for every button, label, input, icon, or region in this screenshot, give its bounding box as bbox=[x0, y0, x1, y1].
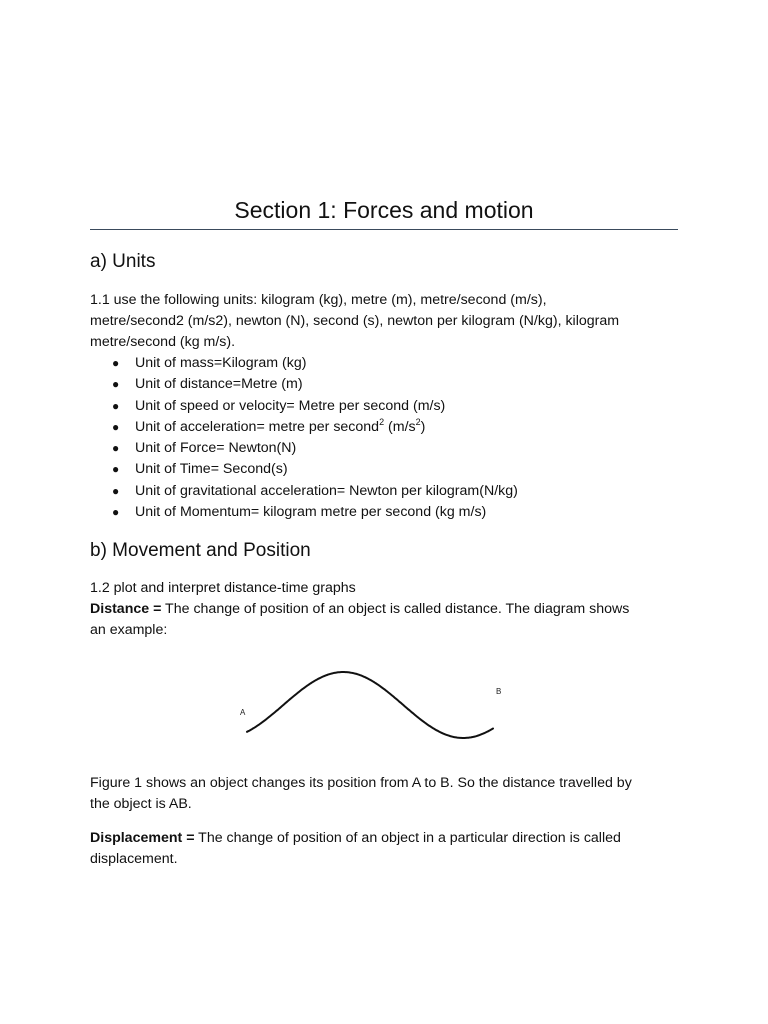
section-b-heading: b) Movement and Position bbox=[90, 540, 311, 561]
list-item bbox=[90, 481, 678, 502]
list-item-text: Unit of distance=Metre (m) bbox=[135, 376, 303, 393]
list-item-text: Unit of Force= Newton(N) bbox=[135, 440, 297, 457]
list-item bbox=[90, 459, 678, 480]
units-intro-line-1: 1.1 use the following units: kilogram (kg), metre (m), metre/second (m/s), bbox=[90, 292, 547, 308]
figure-caption-line-1: Figure 1 shows an object changes its position from A to B. So the distance travelled by bbox=[90, 775, 632, 791]
title-divider bbox=[90, 229, 678, 230]
page-title: Section 1: Forces and motion bbox=[234, 197, 534, 223]
list-item bbox=[90, 417, 678, 438]
displacement-definition-line-2: displacement. bbox=[90, 851, 178, 867]
point-b-label: B bbox=[496, 687, 502, 696]
section-b-subtitle: 1.2 plot and interpret distance-time graphs bbox=[90, 580, 356, 596]
units-list bbox=[90, 353, 678, 523]
wave-curve bbox=[247, 672, 493, 738]
list-item-text: Unit of gravitational acceleration= Newton per kilogram(N/kg) bbox=[135, 482, 518, 499]
distance-definition-line-2: an example: bbox=[90, 622, 168, 638]
bullet-icon: ● bbox=[112, 462, 120, 477]
units-intro-line-3: metre/second (kg m/s). bbox=[90, 334, 236, 350]
list-item-text: Unit of Time= Second(s) bbox=[135, 461, 288, 478]
list-item-text: Unit of mass=Kilogram (kg) bbox=[135, 355, 307, 371]
list-item bbox=[90, 502, 678, 523]
wave-diagram bbox=[235, 663, 515, 747]
displacement-term: Displacement = bbox=[90, 830, 195, 846]
figure-caption-line-2: the object is AB. bbox=[90, 796, 192, 812]
bullet-icon: ● bbox=[112, 356, 120, 370]
displacement-definition-line-1: Displacement = The change of position of an object in a particular direction is called bbox=[90, 830, 621, 846]
point-a-label: A bbox=[240, 708, 246, 717]
wave-path-svg bbox=[235, 663, 515, 747]
list-item bbox=[90, 396, 678, 417]
list-item-text: Unit of speed or velocity= Metre per second (m/s) bbox=[135, 397, 446, 414]
list-item bbox=[90, 438, 678, 459]
bullet-icon: ● bbox=[112, 398, 120, 413]
list-item bbox=[90, 374, 678, 395]
distance-term: Distance = bbox=[90, 601, 162, 617]
bullet-icon: ● bbox=[112, 441, 120, 456]
units-intro-line-2: metre/second2 (m/s2), newton (N), second (s), newton per kilogram (N/kg), kilogram bbox=[90, 313, 620, 329]
bullet-icon: ● bbox=[112, 505, 120, 520]
distance-definition-line-1: Distance = The change of position of an object is called distance. The diagram shows bbox=[90, 601, 630, 617]
list-item bbox=[90, 353, 678, 374]
list-item-text: Unit of Momentum= kilogram metre per second (kg m/s) bbox=[135, 504, 487, 521]
bullet-icon: ● bbox=[112, 419, 120, 434]
list-item-text: Unit of acceleration= metre per second$^2$ $(m/s^2)$ bbox=[135, 416, 426, 435]
bullet-icon: ● bbox=[112, 377, 120, 392]
section-a-heading: a) Units bbox=[90, 251, 156, 272]
bullet-icon: ● bbox=[112, 483, 120, 498]
